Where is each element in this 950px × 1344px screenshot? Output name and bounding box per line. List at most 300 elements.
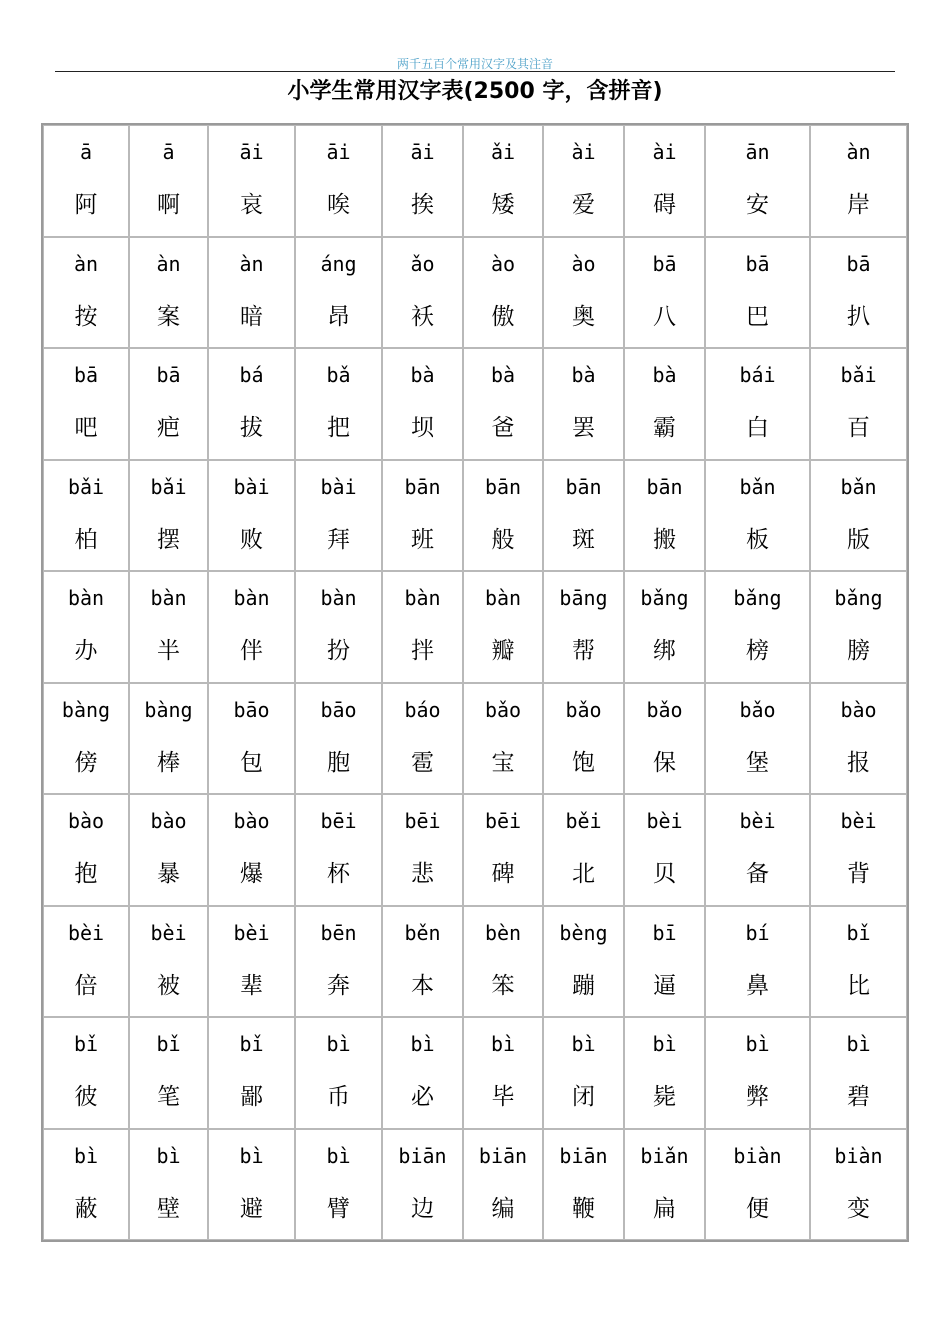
hanzi-character: 碍: [653, 192, 676, 218]
char-cell: [382, 125, 463, 237]
char-cell: [810, 683, 907, 794]
char-cell: [543, 237, 624, 348]
pinyin-label: bǎn: [840, 475, 877, 499]
pinyin-label: běn: [404, 921, 441, 945]
pinyin-label: bàn: [484, 586, 522, 610]
pinyin-label: bà: [652, 363, 677, 387]
hanzi-character: 扒: [847, 304, 870, 330]
pinyin-label: bào: [840, 698, 877, 722]
pinyin-label: ài: [652, 140, 677, 164]
hanzi-character: 案: [157, 304, 180, 330]
pinyin-label: bàn: [67, 586, 105, 610]
hanzi-character: 彼: [74, 1084, 98, 1110]
pinyin-label: bǎ: [326, 363, 351, 387]
char-cell: [624, 571, 705, 683]
char-cell: [129, 906, 208, 1017]
char-cell: [43, 906, 129, 1017]
char-cell: [43, 1017, 129, 1129]
char-cell: [705, 348, 810, 460]
char-cell: [382, 571, 463, 683]
hanzi-character: 半: [157, 638, 180, 664]
hanzi-character: 拌: [411, 638, 434, 664]
char-cell: [705, 237, 810, 348]
char-cell: [43, 571, 129, 683]
pinyin-label: bí: [745, 921, 770, 945]
hanzi-character: 挨: [411, 192, 434, 218]
char-cell: [810, 1129, 907, 1240]
char-cell: [624, 125, 705, 237]
hanzi-character: 雹: [411, 750, 434, 776]
pinyin-label: bā: [846, 252, 871, 276]
char-cell: [208, 460, 295, 571]
char-cell: [705, 683, 810, 794]
pinyin-label: bì: [652, 1032, 677, 1056]
pinyin-label: bì: [410, 1032, 435, 1056]
char-cell: [295, 1129, 382, 1240]
pinyin-label: bān: [646, 475, 683, 499]
pinyin-label: bài: [233, 475, 270, 499]
hanzi-character: 按: [74, 304, 98, 330]
hanzi-character: 边: [411, 1196, 434, 1222]
hanzi-character: 币: [327, 1084, 350, 1110]
hanzi-character: 疤: [157, 415, 180, 441]
hanzi-character: 必: [411, 1084, 434, 1110]
char-cell: [208, 906, 295, 1017]
pinyin-label: ǎo: [410, 252, 435, 276]
pinyin-label: bēi: [404, 809, 441, 833]
pinyin-label: áng: [320, 252, 357, 276]
pinyin-label: bā: [73, 363, 99, 387]
hanzi-character: 便: [746, 1196, 769, 1222]
pinyin-label: bì: [73, 1144, 99, 1168]
char-cell: [208, 571, 295, 683]
char-cell: [463, 237, 543, 348]
pinyin-label: bá: [239, 363, 264, 387]
pinyin-label: bēi: [320, 809, 357, 833]
hanzi-character: 背: [847, 861, 870, 887]
char-cell: [208, 348, 295, 460]
pinyin-label: bī: [652, 921, 677, 945]
pinyin-label: bā: [652, 252, 677, 276]
char-cell: [463, 1017, 543, 1129]
char-cell: [705, 906, 810, 1017]
hanzi-character: 闭: [572, 1084, 595, 1110]
hanzi-character: 办: [74, 638, 98, 664]
char-cell: [43, 237, 129, 348]
char-cell: [382, 906, 463, 1017]
char-cell: [705, 1129, 810, 1240]
pinyin-label: bān: [565, 475, 602, 499]
pinyin-label: bǐ: [156, 1032, 181, 1056]
pinyin-label: bā: [156, 363, 181, 387]
char-cell: [624, 906, 705, 1017]
pinyin-label: bā: [745, 252, 770, 276]
pinyin-label: bāng: [559, 586, 608, 610]
hanzi-character: 袄: [411, 304, 434, 330]
pinyin-label: bà: [490, 363, 516, 387]
char-cell: [463, 683, 543, 794]
pinyin-label: àn: [846, 140, 871, 164]
pinyin-label: bēn: [320, 921, 357, 945]
pinyin-label: bà: [571, 363, 596, 387]
page-header-note: 两千五百个常用汉字及其注音: [396, 57, 553, 71]
hanzi-character: 爆: [240, 861, 263, 887]
char-cell: [129, 571, 208, 683]
hanzi-character: 鄙: [240, 1084, 263, 1110]
hanzi-character: 瓣: [491, 638, 515, 664]
char-cell: [208, 794, 295, 906]
char-cell: [624, 348, 705, 460]
hanzi-character: 霸: [653, 415, 676, 441]
char-cell: [295, 237, 382, 348]
char-cell: [705, 125, 810, 237]
char-cell: [382, 460, 463, 571]
char-cell: [543, 1017, 624, 1129]
char-cell: [463, 906, 543, 1017]
pinyin-label: bài: [320, 475, 357, 499]
hanzi-character: 北: [572, 861, 595, 887]
hanzi-character: 罢: [572, 415, 595, 441]
pinyin-label: bàn: [320, 586, 357, 610]
hanzi-character: 避: [240, 1196, 263, 1222]
char-cell: [543, 348, 624, 460]
char-cell: [810, 460, 907, 571]
pinyin-label: báo: [404, 698, 441, 722]
hanzi-character: 变: [847, 1196, 870, 1222]
hanzi-character: 拔: [240, 415, 263, 441]
hanzi-character: 抱: [74, 861, 98, 887]
pinyin-label: ǎi: [490, 140, 516, 164]
char-cell: [543, 906, 624, 1017]
hanzi-character: 扁: [653, 1196, 676, 1222]
char-cell: [295, 571, 382, 683]
hanzi-character: 吧: [74, 415, 98, 441]
char-cell: [463, 1129, 543, 1240]
pinyin-label: biān: [559, 1144, 608, 1168]
hanzi-character: 拜: [327, 527, 350, 553]
pinyin-label: ào: [490, 252, 516, 276]
pinyin-label: bì: [571, 1032, 596, 1056]
char-cell: [382, 1017, 463, 1129]
hanzi-character: 毙: [653, 1084, 676, 1110]
pinyin-label: bào: [67, 809, 105, 833]
pinyin-label: bǐ: [73, 1032, 99, 1056]
pinyin-label: bān: [484, 475, 522, 499]
pinyin-label: ān: [745, 140, 770, 164]
hanzi-character: 摆: [157, 527, 180, 553]
char-cell: [705, 1017, 810, 1129]
char-cell: [810, 571, 907, 683]
pinyin-label: àn: [239, 252, 264, 276]
char-cell: [705, 460, 810, 571]
char-cell: [43, 460, 129, 571]
hanzi-character: 搬: [653, 527, 676, 553]
hanzi-character: 弊: [746, 1084, 769, 1110]
pinyin-label: bèi: [150, 921, 187, 945]
hanzi-character: 爸: [491, 415, 515, 441]
hanzi-character: 比: [847, 973, 870, 999]
pinyin-label: bǎn: [739, 475, 776, 499]
hanzi-character: 鼻: [746, 973, 769, 999]
hanzi-character: 百: [847, 415, 870, 441]
pinyin-label: bèi: [233, 921, 270, 945]
pinyin-label: bái: [739, 363, 776, 387]
pinyin-label: āi: [326, 140, 351, 164]
pinyin-label: bèi: [840, 809, 877, 833]
hanzi-character: 饱: [572, 750, 595, 776]
char-cell: [295, 906, 382, 1017]
char-cell: [463, 348, 543, 460]
pinyin-label: bǎng: [640, 586, 689, 610]
pinyin-label: bì: [156, 1144, 181, 1168]
hanzi-character: 柏: [74, 527, 98, 553]
hanzi-character: 斑: [572, 527, 595, 553]
char-cell: [382, 683, 463, 794]
char-cell: [810, 1017, 907, 1129]
hanzi-character: 白: [746, 415, 769, 441]
hanzi-character: 矮: [491, 192, 515, 218]
hanzi-character: 绑: [653, 638, 676, 664]
char-cell: [382, 794, 463, 906]
char-cell: [543, 1129, 624, 1240]
char-cell: [295, 794, 382, 906]
hanzi-character: 堡: [746, 750, 769, 776]
hanzi-character: 笔: [157, 1084, 180, 1110]
hanzi-character: 爱: [572, 192, 595, 218]
char-cell: [810, 794, 907, 906]
hanzi-character: 被: [157, 973, 180, 999]
char-cell: [463, 571, 543, 683]
hanzi-character: 悲: [411, 861, 434, 887]
char-cell: [43, 125, 129, 237]
hanzi-character: 啊: [157, 192, 180, 218]
char-cell: [810, 237, 907, 348]
char-cell: [43, 683, 129, 794]
pinyin-label: bǐ: [846, 921, 871, 945]
pinyin-label: bǎng: [834, 586, 883, 610]
hanzi-character: 胞: [327, 750, 350, 776]
pinyin-label: bàn: [233, 586, 270, 610]
hanzi-character: 倍: [74, 973, 98, 999]
pinyin-label: āi: [239, 140, 264, 164]
hanzi-character: 扮: [327, 638, 350, 664]
pinyin-label: àn: [156, 252, 181, 276]
pinyin-label: bèi: [739, 809, 776, 833]
hanzi-character: 包: [240, 750, 263, 776]
hanzi-character: 傲: [491, 304, 515, 330]
char-cell: [543, 125, 624, 237]
pinyin-label: bì: [326, 1144, 351, 1168]
pinyin-label: bān: [404, 475, 441, 499]
hanzi-character: 把: [327, 415, 350, 441]
pinyin-label: bàng: [144, 698, 193, 722]
char-cell: [129, 237, 208, 348]
pinyin-label: bì: [490, 1032, 516, 1056]
hanzi-character: 版: [847, 527, 870, 553]
hanzi-character: 暗: [240, 304, 263, 330]
char-cell: [295, 125, 382, 237]
hanzi-character: 坝: [411, 415, 434, 441]
char-cell: [624, 1017, 705, 1129]
hanzi-character: 岸: [847, 192, 870, 218]
char-cell: [208, 683, 295, 794]
pinyin-label: bèng: [559, 921, 608, 945]
hanzi-character: 败: [240, 527, 263, 553]
hanzi-character: 奥: [572, 304, 595, 330]
pinyin-label: bàn: [404, 586, 441, 610]
char-cell: [295, 683, 382, 794]
char-cell: [543, 683, 624, 794]
char-cell: [810, 906, 907, 1017]
char-cell: [295, 348, 382, 460]
hanzi-character: 本: [411, 973, 434, 999]
pinyin-label: bǎo: [739, 698, 776, 722]
char-cell: [129, 1129, 208, 1240]
hanzi-character: 臂: [327, 1196, 350, 1222]
pinyin-label: bǎo: [646, 698, 683, 722]
char-cell: [382, 1129, 463, 1240]
pinyin-label: bǎng: [733, 586, 782, 610]
char-cell: [129, 794, 208, 906]
pinyin-label: biān: [398, 1144, 447, 1168]
hanzi-character: 辈: [240, 973, 263, 999]
char-cell: [810, 348, 907, 460]
pinyin-label: biān: [478, 1144, 528, 1168]
pinyin-label: bāo: [320, 698, 357, 722]
pinyin-label: bǎo: [484, 698, 522, 722]
char-cell: [624, 237, 705, 348]
pinyin-label: bì: [239, 1144, 264, 1168]
pinyin-label: bèi: [646, 809, 683, 833]
hanzi-character: 贝: [653, 861, 676, 887]
hanzi-character: 膀: [847, 638, 870, 664]
hanzi-character: 巴: [746, 304, 769, 330]
hanzi-character: 备: [746, 861, 769, 887]
char-cell: [624, 1129, 705, 1240]
pinyin-label: bàng: [61, 698, 111, 722]
hanzi-character: 壁: [157, 1196, 180, 1222]
hanzi-character: 碧: [847, 1084, 870, 1110]
hanzi-character: 报: [847, 750, 870, 776]
char-cell: [295, 1017, 382, 1129]
char-cell: [705, 794, 810, 906]
pinyin-label: bì: [326, 1032, 351, 1056]
hanzi-character: 保: [653, 750, 676, 776]
hanzi-character: 帮: [572, 638, 595, 664]
hanzi-character: 杯: [327, 861, 350, 887]
char-cell: [624, 794, 705, 906]
pinyin-label: bào: [233, 809, 270, 833]
pinyin-character-table: [41, 123, 909, 1242]
char-cell: [463, 125, 543, 237]
hanzi-character: 安: [746, 192, 769, 218]
hanzi-character: 奔: [327, 973, 350, 999]
pinyin-label: biàn: [733, 1144, 782, 1168]
char-cell: [543, 794, 624, 906]
hanzi-character: 板: [746, 527, 769, 553]
pinyin-label: bèi: [67, 921, 105, 945]
char-cell: [43, 794, 129, 906]
pinyin-label: bāo: [233, 698, 270, 722]
char-cell: [208, 125, 295, 237]
char-cell: [208, 1129, 295, 1240]
pinyin-label: bǎi: [840, 363, 877, 387]
hanzi-character: 笨: [491, 973, 515, 999]
char-cell: [208, 237, 295, 348]
hanzi-character: 榜: [746, 638, 769, 664]
char-cell: [624, 460, 705, 571]
pinyin-label: bǎo: [565, 698, 602, 722]
hanzi-character: 蔽: [74, 1196, 98, 1222]
char-cell: [129, 460, 208, 571]
hanzi-character: 逼: [653, 973, 676, 999]
pinyin-label: bǎi: [150, 475, 187, 499]
char-cell: [129, 348, 208, 460]
hanzi-character: 毕: [491, 1084, 515, 1110]
pinyin-label: ào: [571, 252, 596, 276]
hanzi-character: 唉: [327, 192, 350, 218]
pinyin-label: bì: [745, 1032, 770, 1056]
char-cell: [543, 460, 624, 571]
char-cell: [43, 1129, 129, 1240]
char-cell: [624, 683, 705, 794]
header-divider: [55, 71, 895, 72]
pinyin-label: bǐ: [239, 1032, 264, 1056]
pinyin-label: biǎn: [640, 1144, 689, 1168]
pinyin-label: ā: [162, 140, 175, 164]
char-cell: [543, 571, 624, 683]
char-cell: [129, 683, 208, 794]
pinyin-label: ā: [79, 140, 93, 164]
hanzi-character: 阿: [74, 192, 98, 218]
pinyin-label: bàn: [150, 586, 187, 610]
char-cell: [129, 1017, 208, 1129]
hanzi-character: 伴: [240, 638, 263, 664]
pinyin-label: biàn: [834, 1144, 883, 1168]
char-cell: [43, 348, 129, 460]
hanzi-character: 八: [653, 304, 676, 330]
hanzi-character: 傍: [74, 750, 98, 776]
hanzi-character: 编: [491, 1196, 515, 1222]
pinyin-label: ài: [571, 140, 596, 164]
hanzi-character: 蹦: [572, 973, 595, 999]
pinyin-label: āi: [410, 140, 435, 164]
hanzi-character: 碑: [491, 861, 515, 887]
pinyin-label: àn: [73, 252, 99, 276]
char-cell: [382, 348, 463, 460]
document-title: 小学生常用汉字表(2500 字，含拼音): [287, 79, 663, 104]
char-cell: [463, 794, 543, 906]
hanzi-character: 暴: [157, 861, 180, 887]
char-cell: [382, 237, 463, 348]
pinyin-label: bà: [410, 363, 435, 387]
hanzi-character: 班: [411, 527, 434, 553]
char-cell: [463, 460, 543, 571]
hanzi-character: 般: [491, 527, 515, 553]
hanzi-character: 哀: [240, 192, 263, 218]
hanzi-character: 宝: [491, 750, 515, 776]
pinyin-label: bì: [846, 1032, 871, 1056]
char-cell: [705, 571, 810, 683]
pinyin-label: bào: [150, 809, 187, 833]
char-cell: [810, 125, 907, 237]
hanzi-character: 鞭: [572, 1196, 595, 1222]
pinyin-label: běi: [565, 809, 602, 833]
pinyin-label: bèn: [484, 921, 522, 945]
char-cell: [129, 125, 208, 237]
hanzi-character: 棒: [157, 750, 180, 776]
hanzi-character: 昂: [327, 304, 350, 330]
